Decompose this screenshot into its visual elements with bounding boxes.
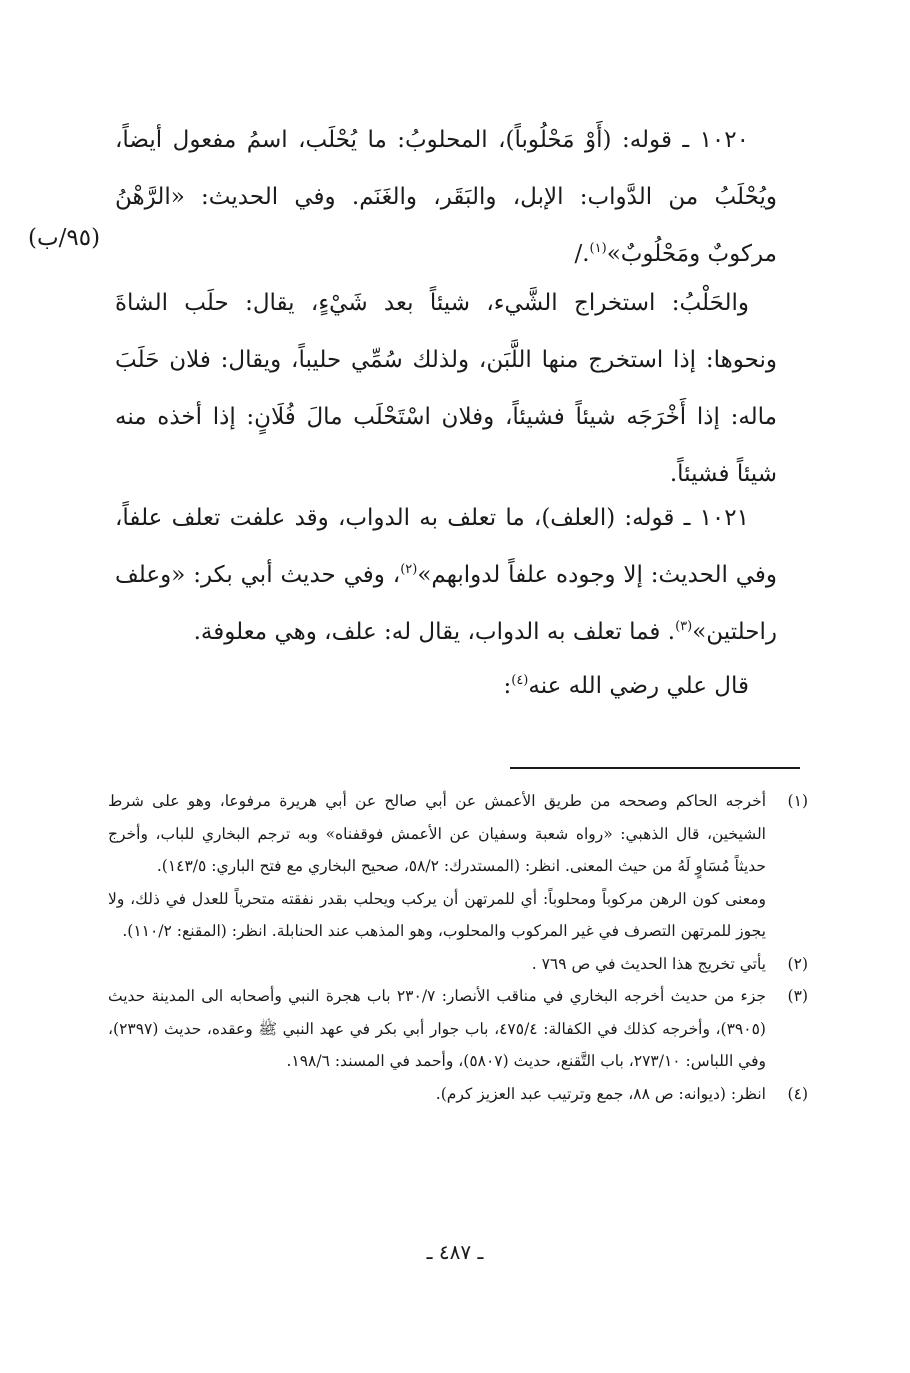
paragraph-text: ١٠٢٠ ـ قوله: (أَوْ مَحْلُوباً)، المحلوبُ: ما يُحْلَب، اسمُ مفعول أيضاً، ويُحْلَبُ من الدَّواب: الإبل، والبَقَر، والغَنَم. وفي الحديث: «الرَّهْنُ مركوبٌ ومَحْلُوبٌ» bbox=[115, 127, 777, 267]
footnote-ref-2[interactable]: (٢) bbox=[400, 562, 418, 577]
footnote-separator bbox=[510, 767, 800, 769]
main-text bbox=[115, 112, 777, 283]
footnote-3 bbox=[108, 980, 808, 1078]
paragraph-1021 bbox=[115, 490, 777, 661]
paragraph-text: . فما تعلف به الدواب، يقال له: علف، وهي معلوفة. bbox=[193, 619, 676, 645]
page-number: ـ ٤٨٧ ـ bbox=[426, 1240, 484, 1264]
footnote-2 bbox=[108, 948, 808, 981]
paragraph-text: ، وفي حديث أبي بكر: «وعلف راحلتين» bbox=[115, 562, 777, 645]
margin-folio-note: (٩٥/ب) bbox=[28, 225, 101, 251]
footnote-number: (٢) bbox=[787, 954, 808, 973]
main-text bbox=[115, 658, 777, 715]
footnote-ref-4[interactable]: (٤) bbox=[511, 673, 529, 688]
paragraph-1020 bbox=[115, 112, 777, 283]
footnotes bbox=[108, 785, 808, 1110]
footnote-body bbox=[108, 980, 766, 1078]
footnote-line: جزء من حديث أخرجه البخاري في مناقب الأنصار: ٢٣٠/٧ باب هجرة النبي وأصحابه الى المدينة حديث (٣٩٠٥)، وأخرجه كذلك في الكفالة: ٤٧٥/٤، باب جوار أبي بكر في عهد النبي ﷺ وعقده، حديث (٢٣٩٧)، وفي اللباس: ٢٧٣/١٠، باب التَّقنع، حديث (٥٨٠٧)، وأحمد في المسند: ١٩٨/٦. bbox=[108, 987, 766, 1070]
footnote-line: ومعنى كون الرهن مركوباً ومحلوباً: أي للمرتهن أن يركب ويحلب بقدر نفقته متحرياً للعدل في ذلك، ولا يجوز للمرتهن التصرف في غير المركوب والمحلوب، وهو المذهب عند الحنابلة. انظر: (المقنع: ١١٠/٢). bbox=[108, 889, 766, 940]
main-text bbox=[115, 490, 777, 661]
paragraph-text: قال علي رضي الله عنه bbox=[528, 673, 749, 699]
paragraph-text: ./ bbox=[574, 241, 590, 267]
paragraph-text: والحَلْبُ: استخراج الشَّيء، شيئاً بعد شَيْءٍ، يقال: حلَب الشاةَ ونحوها: إذا استخرج منها اللَّبَن، ولذلك سُمِّي حليباً، ويقال: فلان حَلَبَ ماله: إذا أَخْرَجَه شيئاً فشيئاً، وفلان اسْتَحْلَب مالَ فُلَانٍ: إذا أخذه منه شيئاً فشيئاً. bbox=[115, 290, 777, 487]
paragraph-halb bbox=[115, 275, 777, 503]
footnote-1 bbox=[108, 785, 808, 948]
footnote-number: (٣) bbox=[787, 987, 808, 1005]
footnote-body bbox=[108, 1078, 766, 1111]
footnote-number: (٤) bbox=[787, 1084, 808, 1103]
footnote-body bbox=[108, 948, 766, 981]
footnote-line: يأتي تخريج هذا الحديث في ص ٧٦٩ . bbox=[531, 954, 766, 973]
footnote-line: أخرجه الحاكم وصححه من طريق الأعمش عن أبي صالح عن أبي هريرة مرفوعا، وهو على شرط الشيخين، قال الذهبي: «رواه شعبة وسفيان عن الأعمش فوقفناه» وبه ترجم البخاري للباب، وأخرج حديثاً مُسَاوٍ لَهُ من حيث المعنى. انظر: (المستدرك: ٥٨/٢، صحيح البخاري مع فتح الباري: ١٤٣/٥). bbox=[108, 792, 766, 875]
footnote-ref-1[interactable]: (١) bbox=[589, 241, 607, 256]
footnote-4 bbox=[108, 1078, 808, 1111]
footnote-number: (١) bbox=[787, 792, 808, 810]
footnote-line: انظر: (ديوانه: ص ٨٨، جمع وترتيب عبد العزيز كرم). bbox=[435, 1084, 766, 1103]
paragraph-text: : bbox=[503, 673, 512, 699]
paragraph-ali bbox=[115, 658, 777, 715]
main-text bbox=[115, 275, 777, 503]
paragraph-text: ١٠٢١ ـ قوله: (العلف)، ما تعلف به الدواب، وقد علفت تعلف علفاً، وفي الحديث: إلا وجوده علفاً لدوابهم» bbox=[115, 505, 778, 588]
footnote-body bbox=[108, 785, 766, 948]
footnote-ref-3[interactable]: (٣) bbox=[675, 619, 693, 634]
